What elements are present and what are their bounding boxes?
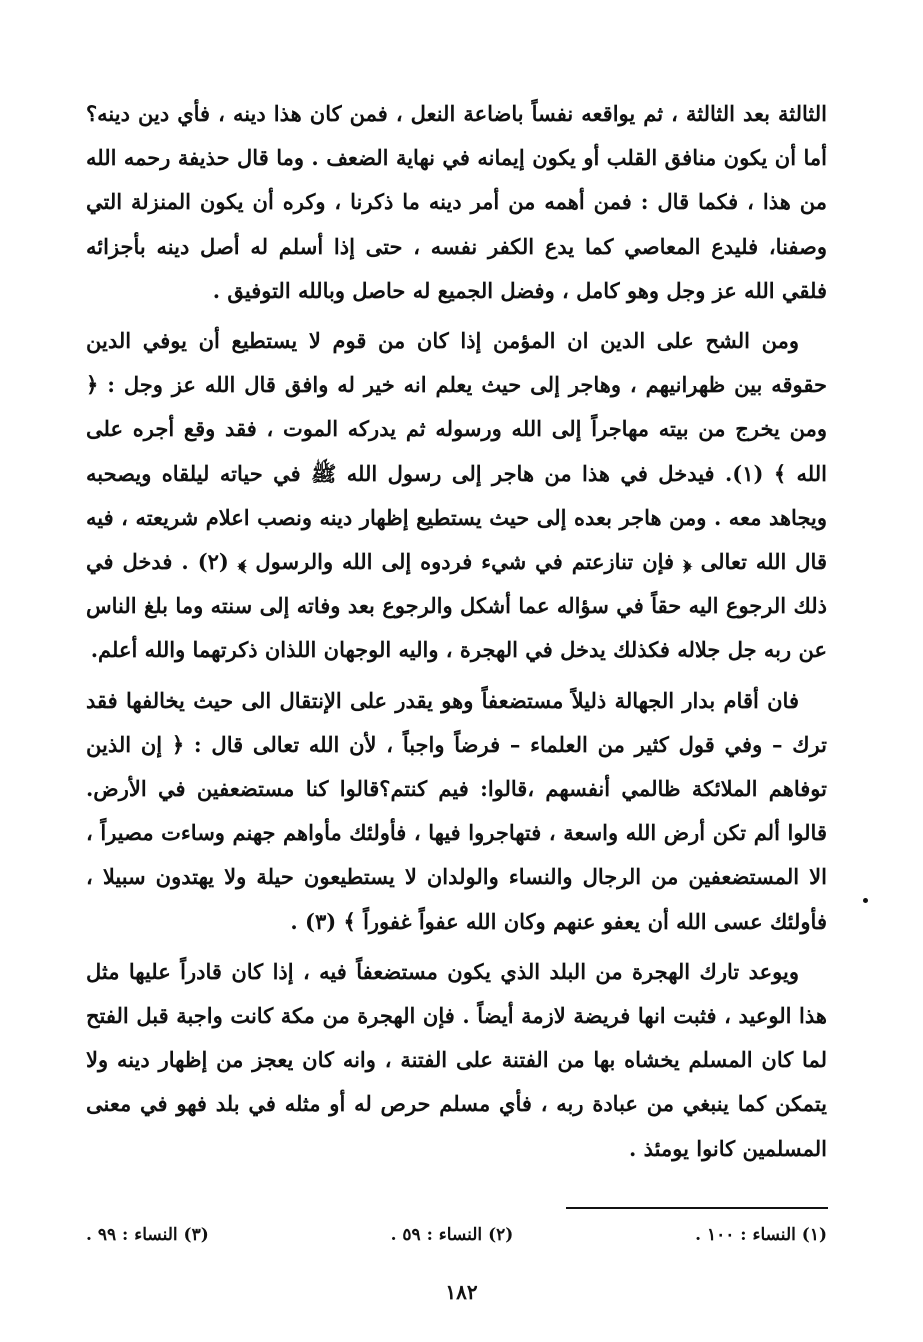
- footnote-3: (٣) النساء : ٩٩ .: [86, 1225, 209, 1245]
- footnote-1: (١) النساء : ١٠٠ .: [695, 1225, 827, 1245]
- paragraph-2: ومن الشح على الدين ان المؤمن إذا كان من قوم لا يستطيع أن يوفي الدين حقوقه بين ظهرانيهم ، وهاجر إلى حيث يعلم انه خير له وافق قال الله عز وجل : ﴿ ومن يخرج من بيته مهاجراً إلى الله ورسوله ثم يدركه الموت ، فقد وقع أجره على الله ﴾ (١). فيدخل في هذا من هاجر إلى رسول الله ﷺ في حياته ليلقاه ويصحبه ويجاهد معه . ومن هاجر بعده إلى حيث يستطيع إظهار دينه ونصب اعلام شريعته ، فيه قال الله تعالى ﴿ فإن تنازعتم في شيء فردوه إلى الله والرسول ﴾ (٢) . فدخل في ذلك الرجوع اليه حقاً في سؤاله عما أشكل والرجوع بعد وفاته إلى سنته وما بلغ الناس عن ربه جل جلاله فكذلك يدخل في الهجرة ، واليه الوجهان اللذان ذكرتهما والله أعلم.: [86, 328, 827, 663]
- paragraph-3: فان أقام بدار الجهالة ذليلاً مستضعفاً وهو يقدر على الإنتقال الى حيث يخالفها فقد ترك – وفي قول كثير من العلماء – فرضاً واجباً ، لأن الله تعالى قال : ﴿ إن الذين توفاهم الملائكة ظالمي أنفسهم ،قالوا: فيم كنتم؟قالوا كنا مستضعفين في الأرض. قالوا ألم تكن أرض الله واسعة ، فتهاجروا فيها ، فأولئك مأواهم جهنم وساءت مصيراً ، الا المستضعفين من الرجال والنساء والولدان لا يستطيعون حيلة ولا يهتدون سبيلا ، فأولئك عسى الله أن يعفو عنهم وكان الله عفواً غفوراً ﴾ (٣) .: [86, 687, 827, 934]
- paragraph-1: الثالثة بعد الثالثة ، ثم يواقعه نفساً باضاعة النعل ، فمن كان هذا دينه ، فأي دين دينه؟ أما أن يكون منافق القلب أو يكون إيمانه في نهاية الضعف . وما قال حذيفة رحمه الله من هذا ، فكما قال : فمن أهمه من أمر دينه ما ذكرنا ، وكره أن يكون المنزلة التي وصفنا، فليدع المعاصي كما يدع الكفر نفسه ، حتى إذا أسلم له أصل دينه بأجزائه فلقي الله عز وجل وهو كامل ، وفضل الجميع له حاصل وبالله التوفيق .: [86, 101, 827, 303]
- margin-dot-mark: [863, 898, 868, 903]
- paragraph-4: ويوعد تارك الهجرة من البلد الذي يكون مستضعفاً فيه ، إذا كان قادراً عليها مثل هذا الوعيد ، فثبت انها فريضة لازمة أيضاً . فإن الهجرة من مكة كانت واجبة قبل الفتح لما كان المسلم يخشاه بها من الفتنة على الفتنة ، وانه كان يعجز من إظهار دينه ولا يتمكن كما ينبغي من عبادة ربه ، فأي مسلم حرص له أو مثله في بلد فهو في معنى المسلمين كانوا يومئذ .: [86, 958, 827, 1161]
- footnotes: [86, 1220, 827, 1250]
- main-text: [86, 92, 827, 1171]
- footnote-divider: [566, 1207, 828, 1209]
- footnote-2: (٢) النساء : ٥٩ .: [390, 1225, 514, 1245]
- page-number: ١٨٢: [445, 1280, 478, 1304]
